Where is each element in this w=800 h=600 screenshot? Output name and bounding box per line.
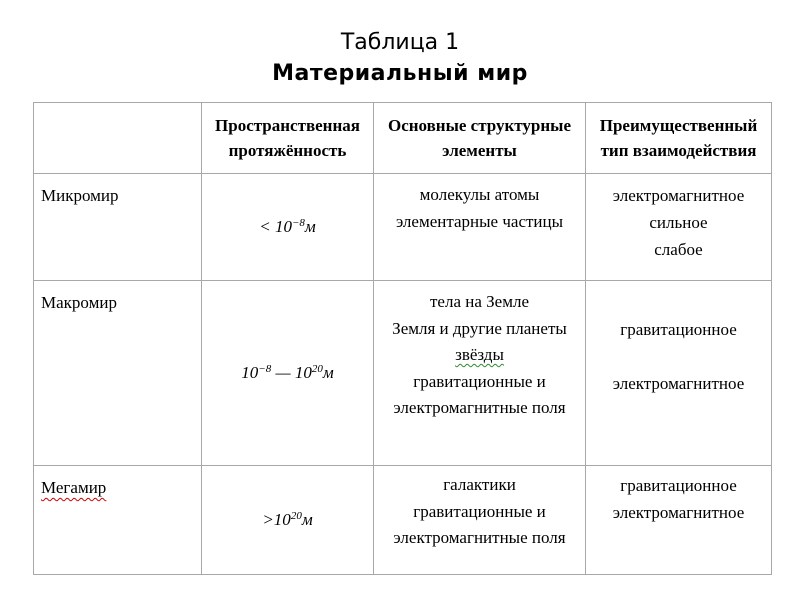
- header-elements: Основные структурные элементы: [374, 103, 586, 174]
- elements-cell: [374, 281, 586, 466]
- table-row-microworld: [34, 174, 772, 281]
- interaction-cell: [586, 466, 772, 575]
- header-empty: [34, 103, 202, 174]
- extent-exponent: −8: [258, 363, 272, 375]
- table-row-macroworld: [34, 281, 772, 466]
- header-extent: Пространственная протяжённость: [202, 103, 374, 174]
- element-line: галактики: [443, 475, 516, 494]
- elements-cell: [374, 174, 586, 281]
- extent-unit: м: [301, 510, 313, 529]
- extent-cell: [202, 281, 374, 466]
- interaction-line: гравитационное: [620, 476, 737, 495]
- interaction-spacer: [586, 343, 771, 370]
- element-line: гравитационные и: [413, 501, 546, 521]
- world-name-cell: [34, 466, 202, 575]
- extent-unit: м: [304, 217, 316, 236]
- world-name-cell: [34, 281, 202, 466]
- extent-exponent-upper: 20: [311, 363, 323, 375]
- element-line: молекулы атомы: [419, 185, 540, 204]
- world-name-cell: [34, 174, 202, 281]
- world-name: Макромир: [41, 293, 117, 312]
- interaction-line: электромагнитное: [612, 503, 745, 522]
- extent-exponent: −8: [291, 217, 305, 229]
- element-line: тела на Земле: [430, 292, 529, 311]
- extent-exponent: 20: [290, 510, 302, 522]
- extent-unit: м: [322, 363, 334, 382]
- table-header-row: [34, 103, 772, 174]
- element-line: электромагнитные поля: [393, 528, 566, 547]
- extent-cell: [202, 174, 374, 281]
- extent-prefix: >10: [262, 510, 291, 529]
- interaction-cell: [586, 281, 772, 466]
- material-world-table-container: [33, 102, 771, 575]
- extent-range-separator: — 10: [271, 363, 312, 382]
- interaction-line: гравитационное: [620, 320, 737, 339]
- interaction-line: сильное: [649, 213, 708, 232]
- extent-cell: [202, 466, 374, 575]
- world-name: Микромир: [41, 186, 119, 205]
- material-world-table: [33, 102, 772, 575]
- interaction-cell: [586, 174, 772, 281]
- table-row-megaworld: [34, 466, 772, 575]
- interaction-line: слабое: [654, 240, 703, 259]
- table-caption-label: Таблица 1: [340, 30, 460, 55]
- extent-prefix: < 10: [259, 217, 292, 236]
- table-caption-title: Материальный мир: [272, 61, 528, 86]
- element-line: элементарные частицы: [395, 211, 564, 231]
- world-name: Мегамир: [41, 478, 107, 497]
- interaction-line: электромагнитное: [612, 186, 745, 205]
- element-line-wrapper: [374, 342, 585, 369]
- extent-prefix: 10: [241, 363, 259, 382]
- interaction-line: электромагнитное: [612, 374, 745, 393]
- header-interaction: Преимущественный тип взаимодействия: [586, 103, 772, 174]
- element-line: гравитационные и: [413, 371, 546, 391]
- element-line: электромагнитные поля: [393, 398, 566, 417]
- elements-cell: [374, 466, 586, 575]
- element-line: звёзды: [455, 345, 504, 364]
- element-line: Земля и другие планеты: [392, 318, 567, 338]
